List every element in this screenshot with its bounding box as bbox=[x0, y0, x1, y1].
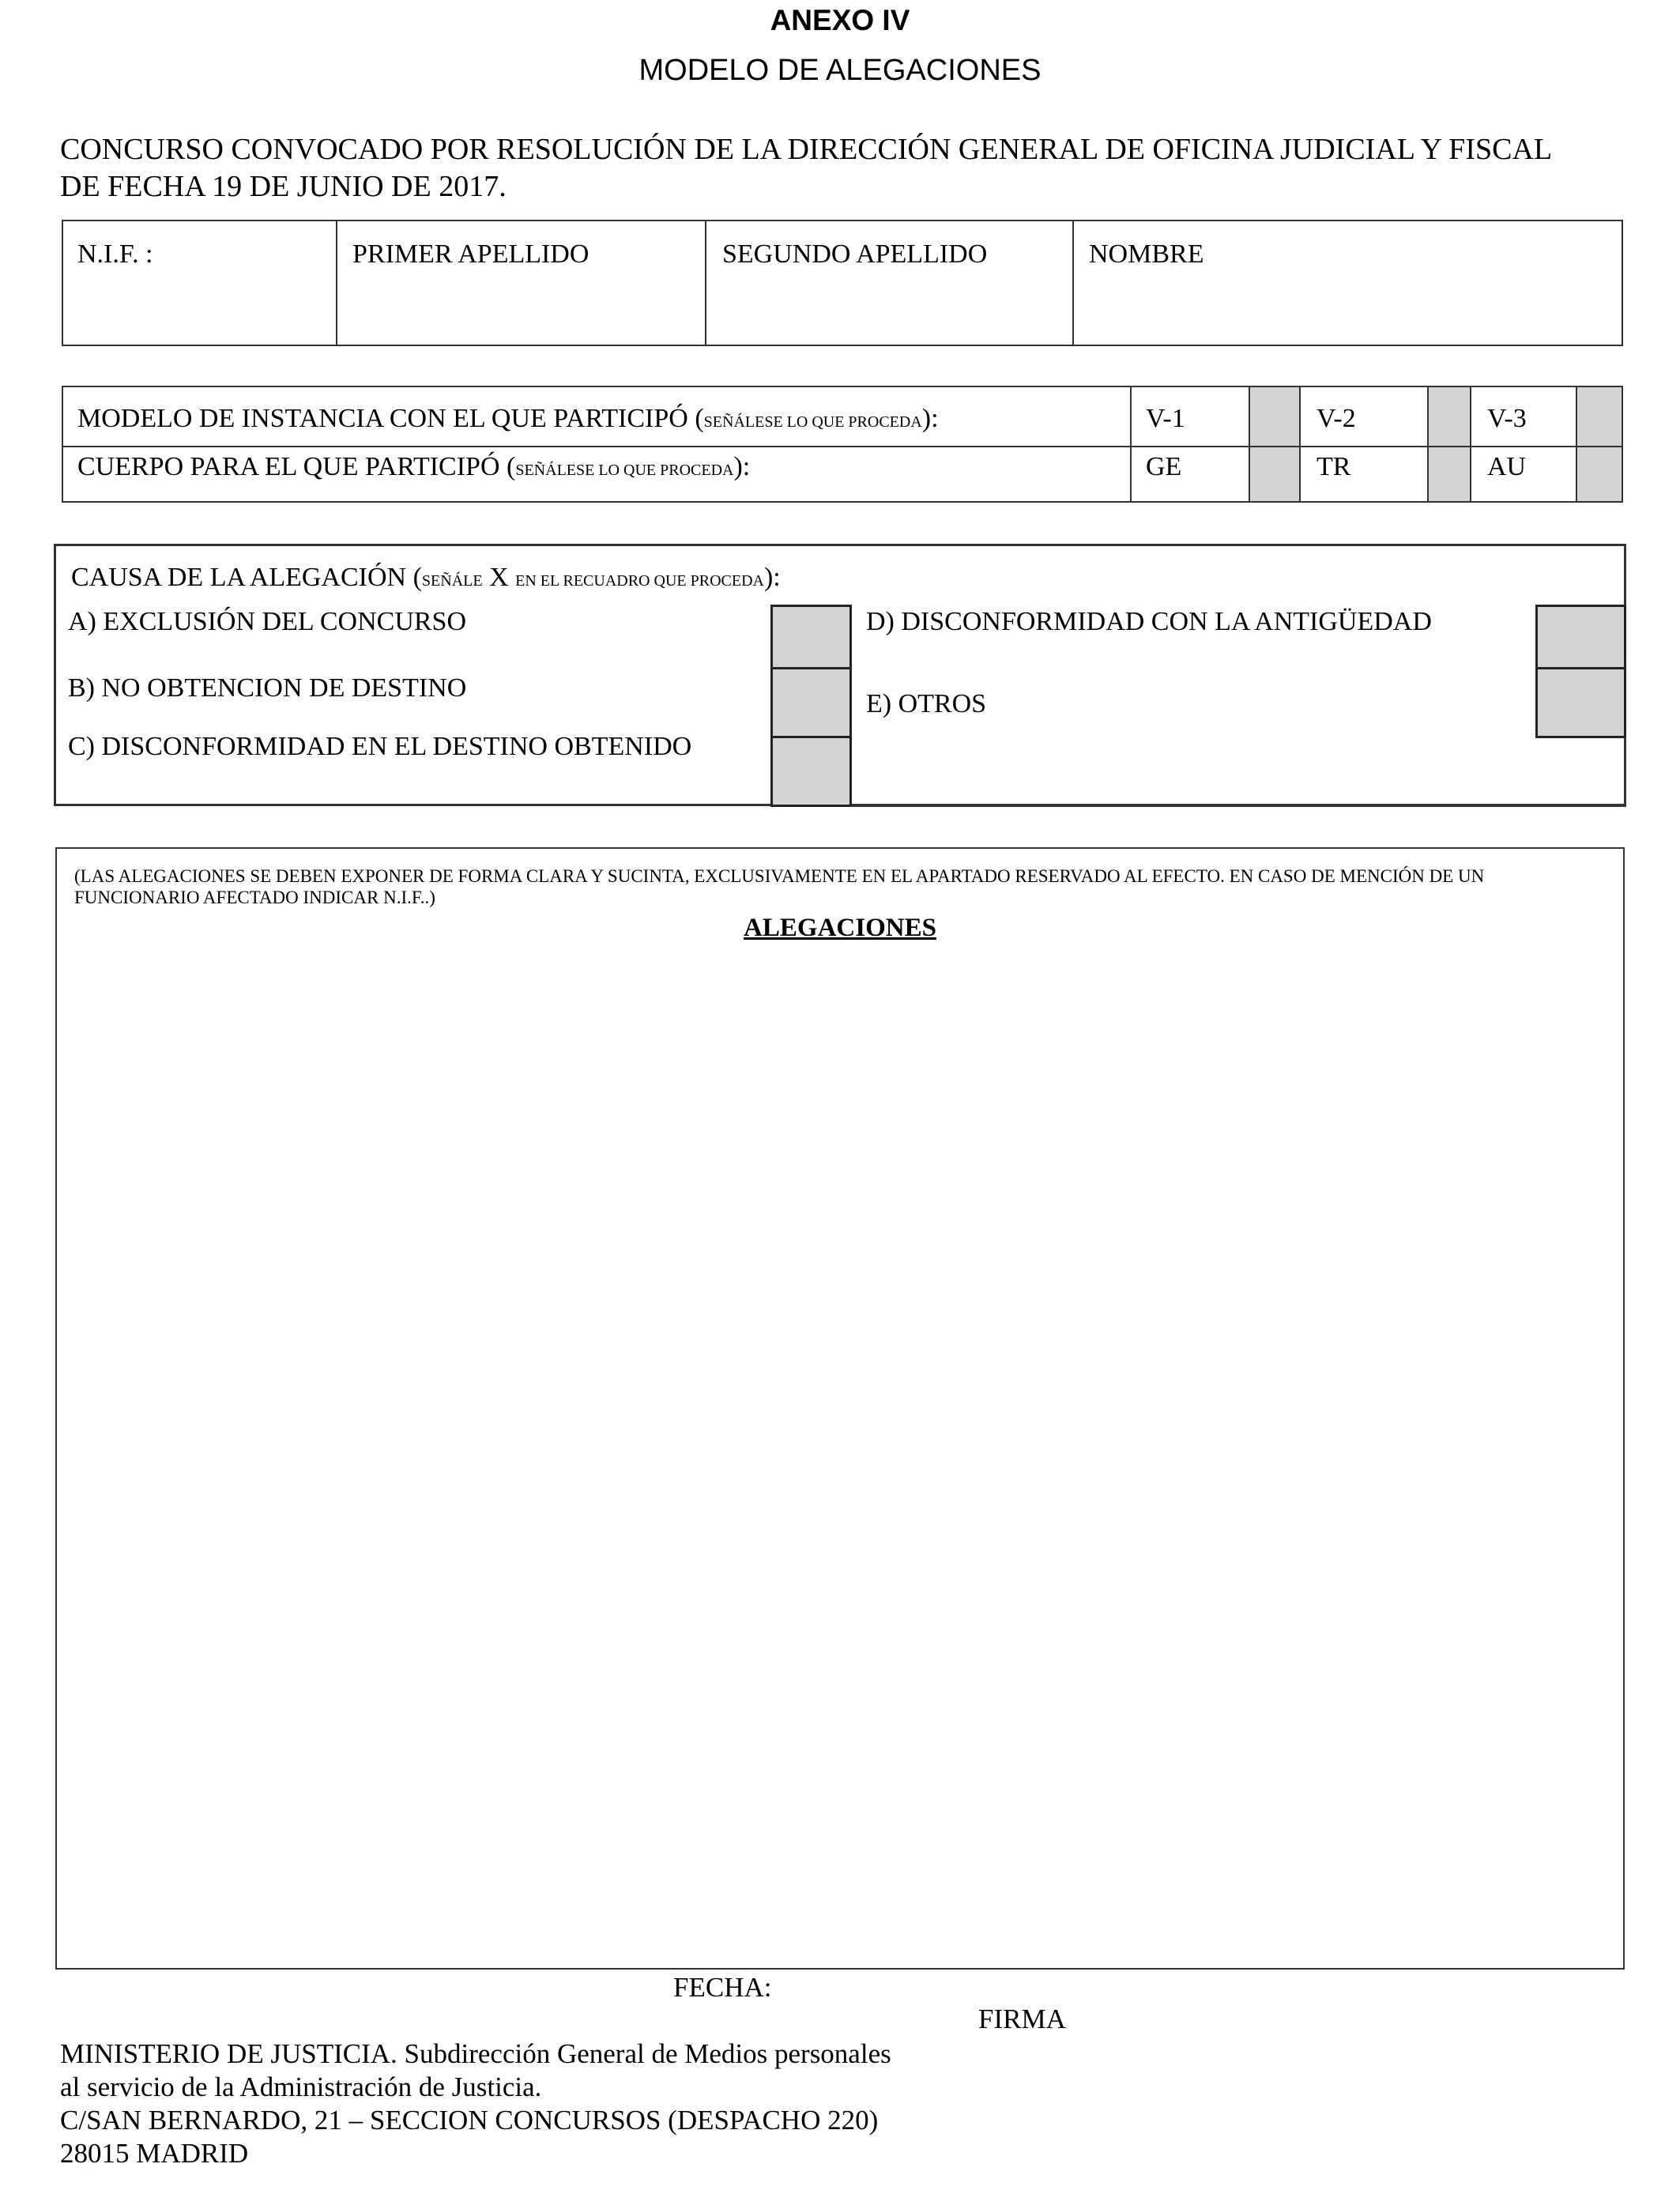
nombre-field[interactable]: NOMBRE bbox=[1089, 239, 1204, 269]
checkbox-d[interactable] bbox=[1535, 605, 1626, 669]
option-au: AU bbox=[1487, 452, 1527, 481]
ministry-address bbox=[60, 2038, 1087, 2170]
concurso-heading bbox=[60, 131, 1640, 205]
address-line-3: C/SAN BERNARDO, 21 – SECCION CONCURSOS (DESPACHO 220) bbox=[60, 2105, 879, 2136]
checkbox-c[interactable] bbox=[770, 736, 852, 807]
checkbox-v2[interactable] bbox=[1427, 387, 1470, 501]
alegaciones-area[interactable] bbox=[55, 847, 1625, 1970]
concurso-line-1: CONCURSO CONVOCADO POR RESOLUCIÓN DE LA DIRECCIÓN GENERAL DE OFICINA JUDICIAL Y FISCAL bbox=[60, 133, 1553, 166]
option-d-label: D) DISCONFORMIDAD CON LA ANTIGÜEDAD bbox=[866, 607, 1432, 636]
address-line-1: MINISTERIO DE JUSTICIA. Subdirección General de Medios personales bbox=[60, 2038, 891, 2069]
option-v2: V-2 bbox=[1317, 404, 1356, 433]
address-line-2: al servicio de la Administración de Justicia. bbox=[60, 2071, 542, 2102]
option-e-label: E) OTROS bbox=[866, 689, 987, 718]
option-v3: V-3 bbox=[1487, 404, 1527, 433]
checkbox-e[interactable] bbox=[1535, 667, 1626, 738]
modelo-instancia-label: MODELO DE INSTANCIA CON EL QUE PARTICIPÓ (SEÑÁLESE LO QUE PROCEDA): bbox=[77, 404, 939, 433]
segundo-apellido-field[interactable]: SEGUNDO APELLIDO bbox=[722, 239, 988, 269]
firma-label: FIRMA bbox=[978, 2004, 1066, 2034]
checkbox-v1[interactable] bbox=[1249, 387, 1299, 501]
identity-table bbox=[62, 220, 1623, 346]
option-a-label: A) EXCLUSIÓN DEL CONCURSO bbox=[68, 607, 467, 636]
option-b-label: B) NO OBTENCION DE DESTINO bbox=[68, 673, 467, 703]
annex-title: ANEXO IV bbox=[770, 4, 910, 36]
option-c-label: C) DISCONFORMIDAD EN EL DESTINO OBTENIDO bbox=[68, 732, 692, 761]
option-v1: V-1 bbox=[1146, 404, 1185, 433]
option-tr: TR bbox=[1317, 452, 1351, 481]
alegaciones-title: ALEGACIONES bbox=[744, 914, 936, 942]
causa-heading: CAUSA DE LA ALEGACIÓN (SEÑÁLE X EN EL RECUADRO QUE PROCEDA): bbox=[71, 563, 781, 592]
checkbox-v3[interactable] bbox=[1576, 387, 1622, 501]
primer-apellido-field[interactable]: PRIMER APELLIDO bbox=[352, 239, 590, 269]
alegaciones-instructions: (LAS ALEGACIONES SE DEBEN EXPONER DE FORMA CLARA Y SUCINTA, EXCLUSIVAMENTE EN EL APARTADO RESERVADO AL EFECTO. EN CASO DE MENCIÓN DE UN FUNCIONARIO AFECTADO INDICAR N.I.F..) bbox=[74, 866, 1485, 907]
concurso-line-2: DE FECHA 19 DE JUNIO DE 2017. bbox=[60, 170, 507, 203]
checkbox-a[interactable] bbox=[770, 605, 852, 669]
fecha-label: FECHA: bbox=[673, 1972, 772, 2003]
cuerpo-label: CUERPO PARA EL QUE PARTICIPÓ (SEÑÁLESE LO QUE PROCEDA): bbox=[77, 452, 751, 481]
address-line-4: 28015 MADRID bbox=[60, 2138, 249, 2169]
form-subtitle: MODELO DE ALEGACIONES bbox=[638, 54, 1042, 87]
checkbox-b[interactable] bbox=[770, 667, 852, 738]
nif-field[interactable]: N.I.F. : bbox=[77, 239, 153, 269]
option-ge: GE bbox=[1146, 452, 1182, 481]
